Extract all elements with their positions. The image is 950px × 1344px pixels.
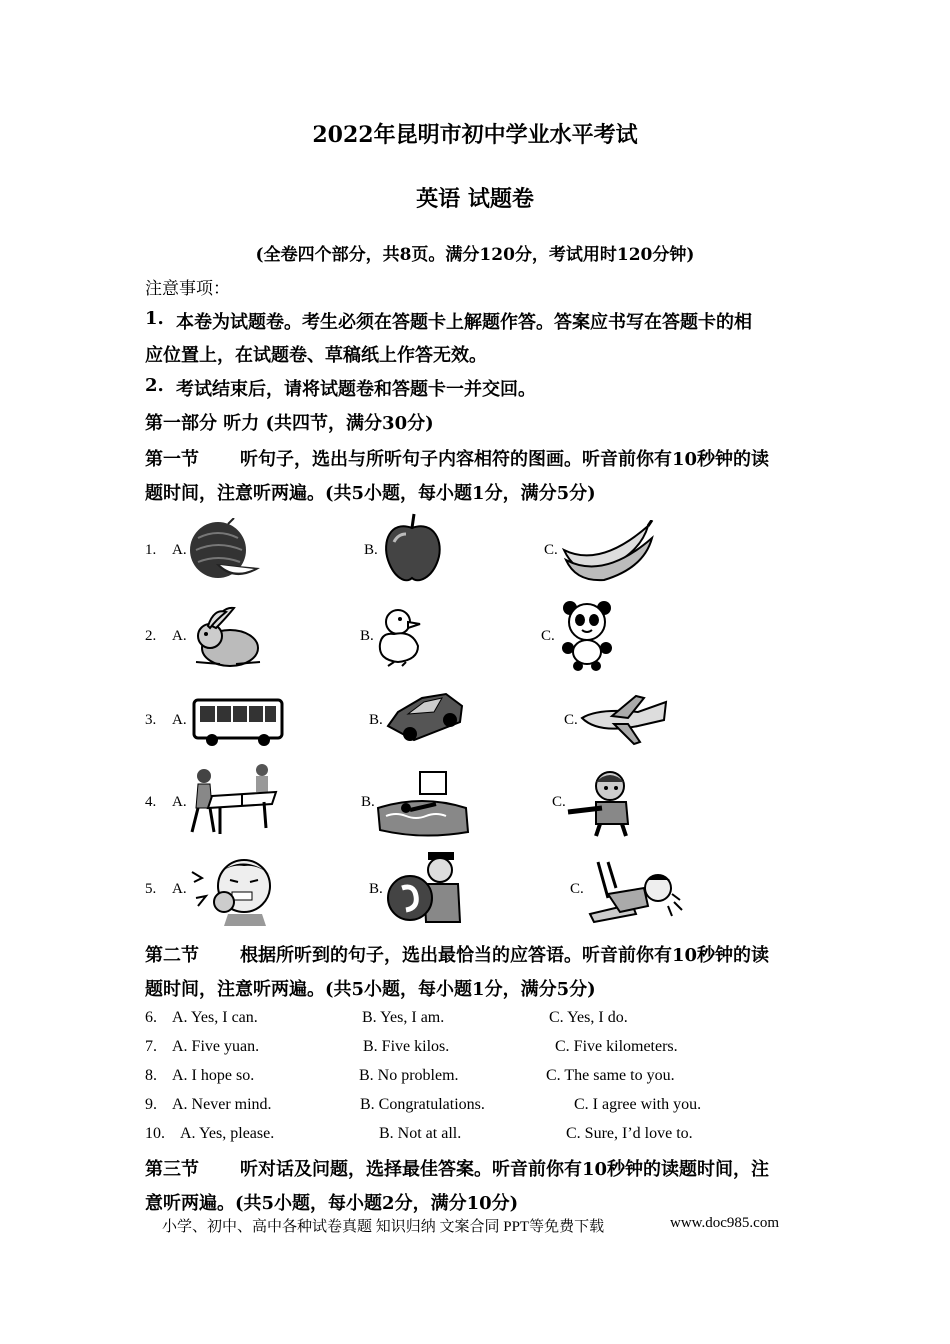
question-5-option-c: C. bbox=[570, 881, 584, 897]
section-3-label: 第三节 bbox=[145, 1159, 199, 1180]
section-2-line-2: 题时间，注意听两遍。(共5小题，每小题1分，满分5分) bbox=[145, 979, 596, 1000]
question-6-option-b: B. Yes, I am. bbox=[362, 1009, 445, 1026]
baseball-image bbox=[566, 766, 642, 838]
section-1-line-1: 听句子，选出与所听句子内容相符的图画。听音前你有10秒钟的读 bbox=[240, 449, 770, 470]
question-9-option-a: A. Never mind. bbox=[172, 1096, 272, 1113]
question-2-option-b: B. bbox=[360, 628, 374, 644]
plane-image bbox=[578, 694, 674, 748]
exam-info: (全卷四个部分，共8页。满分120分，考试用时120分钟) bbox=[255, 245, 695, 265]
section-2-label: 第二节 bbox=[145, 945, 199, 966]
fall-down-image bbox=[584, 858, 690, 926]
question-3-option-b: B. bbox=[369, 712, 383, 728]
question-10-number: 10. bbox=[145, 1125, 165, 1142]
exam-subtitle: 英语 试题卷 bbox=[416, 186, 534, 212]
question-2-option-c: C. bbox=[541, 628, 555, 644]
question-2-number: 2. bbox=[145, 628, 157, 644]
note-1-line-1: 本卷为试题卷。考生必须在答题卡上解题作答。答案应书写在答题卡的相 bbox=[176, 312, 752, 333]
note-2-number: 2. bbox=[145, 375, 164, 396]
note-1-line-2: 应位置上，在试题卷、草稿纸上作答无效。 bbox=[145, 345, 487, 366]
question-7-number: 7. bbox=[145, 1038, 157, 1055]
question-6-option-c: C. Yes, I do. bbox=[549, 1009, 628, 1026]
question-1-option-a: A. bbox=[172, 542, 187, 558]
car-image bbox=[384, 686, 466, 748]
question-2-option-a: A. bbox=[172, 628, 187, 644]
exam-title: 2022年昆明市初中学业水平考试 bbox=[312, 122, 638, 148]
footer-url[interactable]: www.doc985.com bbox=[670, 1215, 780, 1231]
bus-image bbox=[190, 696, 286, 748]
question-6-number: 6. bbox=[145, 1009, 157, 1026]
apple-image bbox=[380, 512, 444, 586]
question-9-option-c: C. I agree with you. bbox=[574, 1096, 702, 1113]
question-9-option-b: B. Congratulations. bbox=[360, 1096, 485, 1113]
part-1-heading: 第一部分 听力 (共四节，满分30分) bbox=[145, 413, 434, 434]
question-1-option-b: B. bbox=[364, 542, 378, 558]
bananas-image bbox=[560, 520, 656, 582]
question-1-option-c: C. bbox=[544, 542, 558, 558]
toothache-image bbox=[188, 852, 284, 926]
section-3-line-1: 听对话及问题，选择最佳答案。听音前你有10秒钟的读题时间，注 bbox=[240, 1159, 770, 1180]
ping-pong-image bbox=[186, 762, 280, 838]
question-8-option-c: C. The same to you. bbox=[546, 1067, 675, 1084]
question-4-option-c: C. bbox=[552, 794, 566, 810]
swimming-image bbox=[376, 768, 470, 838]
section-1-line-2: 题时间，注意听两遍。(共5小题，每小题1分，满分5分) bbox=[145, 483, 596, 504]
note-1-number: 1. bbox=[145, 308, 164, 329]
question-4-number: 4. bbox=[145, 794, 157, 810]
footer-text: 小学、初中、高中各种试卷真题 知识归纳 文案合同 PPT等免费下载 bbox=[162, 1219, 605, 1235]
question-7-option-c: C. Five kilometers. bbox=[555, 1038, 678, 1055]
question-7-option-b: B. Five kilos. bbox=[363, 1038, 450, 1055]
question-6-option-a: A. Yes, I can. bbox=[172, 1009, 258, 1026]
duck-image bbox=[372, 604, 432, 670]
question-1-number: 1. bbox=[145, 542, 157, 558]
question-3-number: 3. bbox=[145, 712, 157, 728]
question-7-option-a: A. Five yuan. bbox=[172, 1038, 260, 1055]
stomachache-image bbox=[384, 848, 466, 926]
question-5-number: 5. bbox=[145, 881, 157, 897]
question-3-option-a: A. bbox=[172, 712, 187, 728]
question-8-option-b: B. No problem. bbox=[359, 1067, 459, 1084]
section-1-label: 第一节 bbox=[145, 449, 199, 470]
question-10-option-b: B. Not at all. bbox=[379, 1125, 462, 1142]
question-9-number: 9. bbox=[145, 1096, 157, 1113]
question-3-option-c: C. bbox=[564, 712, 578, 728]
section-2-line-1: 根据所听到的句子，选出最恰当的应答语。听音前你有10秒钟的读 bbox=[240, 945, 770, 966]
panda-image bbox=[556, 598, 618, 672]
question-5-option-a: A. bbox=[172, 881, 187, 897]
section-3-line-2: 意听两遍。(共5小题，每小题2分，满分10分) bbox=[145, 1193, 519, 1214]
note-2-text: 考试结束后，请将试题卷和答题卡一并交回。 bbox=[176, 379, 536, 400]
question-10-option-a: A. Yes, please. bbox=[180, 1125, 275, 1142]
question-4-option-b: B. bbox=[361, 794, 375, 810]
question-10-option-c: C. Sure, I’d love to. bbox=[566, 1125, 693, 1142]
notes-heading: 注意事项： bbox=[145, 279, 230, 299]
question-8-number: 8. bbox=[145, 1067, 157, 1084]
rabbit-image bbox=[186, 604, 268, 670]
question-5-option-b: B. bbox=[369, 881, 383, 897]
question-4-option-a: A. bbox=[172, 794, 187, 810]
question-8-option-a: A. I hope so. bbox=[172, 1067, 255, 1084]
watermelon-image bbox=[186, 518, 264, 582]
